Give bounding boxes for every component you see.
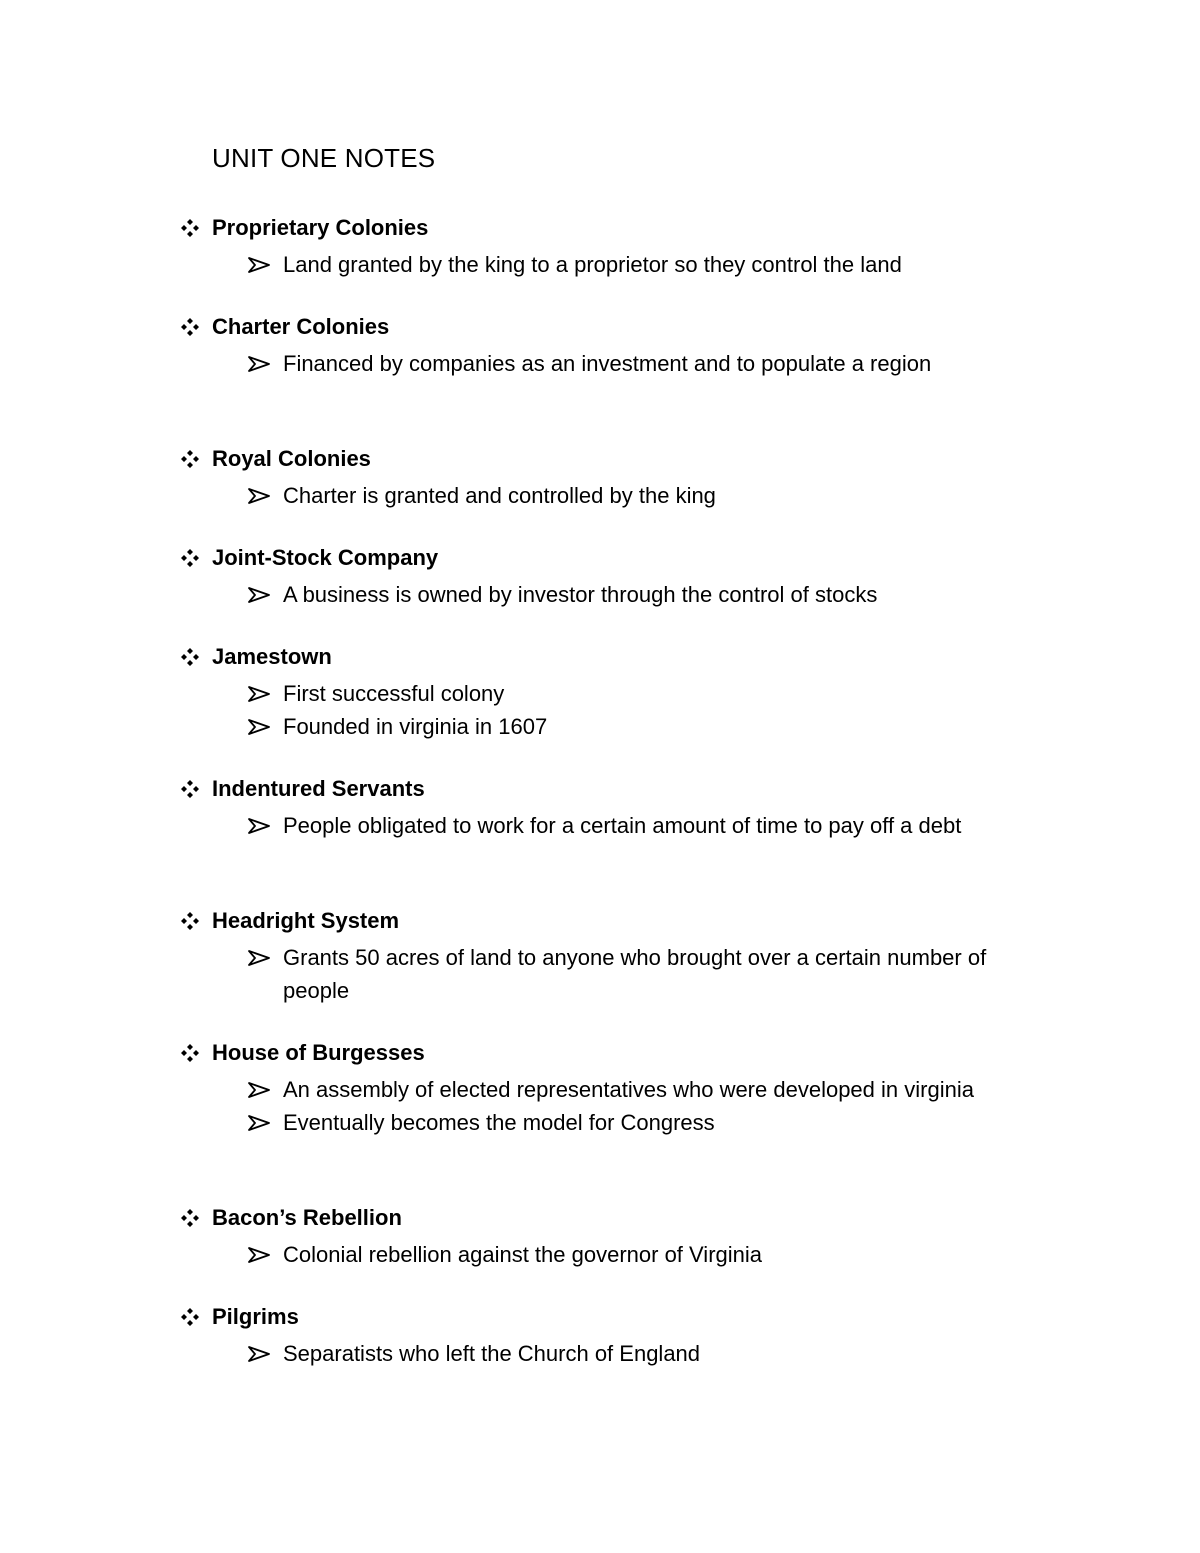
- term-heading: [180, 1040, 1060, 1073]
- arrowhead-bullet-icon: [248, 1115, 270, 1131]
- term-name: Royal Colonies: [212, 446, 371, 471]
- term-item: [180, 776, 1060, 842]
- definition-text: Colonial rebellion against the governor of Virginia: [283, 1242, 763, 1267]
- term-item: [180, 215, 1060, 281]
- four-diamond-bullet-icon: [180, 548, 200, 568]
- definition-item: [180, 677, 1060, 710]
- four-diamond-bullet-icon: [180, 1307, 200, 1327]
- four-diamond-bullet-icon: [180, 911, 200, 931]
- term-name: Bacon’s Rebellion: [212, 1205, 402, 1230]
- four-diamond-bullet-icon: [180, 647, 200, 667]
- definition-text: A business is owned by investor through the control of stocks: [283, 582, 878, 607]
- arrowhead-bullet-icon: [248, 257, 270, 273]
- arrowhead-bullet-icon: [248, 1082, 270, 1098]
- four-diamond-bullet-icon: [180, 218, 200, 238]
- term-name: Indentured Servants: [212, 776, 425, 801]
- term-item: [180, 314, 1060, 380]
- arrowhead-bullet-icon: [248, 587, 270, 603]
- definition-item: [180, 710, 1060, 743]
- four-diamond-bullet-icon: [180, 449, 200, 469]
- definition-text: Land granted by the king to a proprietor so they control the land: [283, 252, 902, 277]
- four-diamond-bullet-icon: [180, 1043, 200, 1063]
- definition-text: Separatists who left the Church of England: [283, 1341, 701, 1366]
- definition-item: [180, 1337, 1060, 1370]
- term-heading: [180, 215, 1060, 248]
- definition-text: Grants 50 acres of land to anyone who brought over a certain number of people: [283, 945, 987, 1003]
- four-diamond-bullet-icon: [180, 1208, 200, 1228]
- arrowhead-bullet-icon: [248, 818, 270, 834]
- term-name: Joint-Stock Company: [212, 545, 439, 570]
- definition-item: [180, 1073, 1060, 1106]
- definition-item: [180, 578, 1060, 611]
- arrowhead-bullet-icon: [248, 686, 270, 702]
- definition-item: [180, 347, 1060, 380]
- term-item: [180, 1040, 1060, 1139]
- arrowhead-bullet-icon: [248, 1346, 270, 1362]
- term-item: [180, 908, 1060, 1007]
- term-heading: [180, 1304, 1060, 1337]
- four-diamond-bullet-icon: [180, 317, 200, 337]
- term-item: [180, 545, 1060, 611]
- arrowhead-bullet-icon: [248, 488, 270, 504]
- term-name: Headright System: [212, 908, 400, 933]
- definition-text: Financed by companies as an investment and to populate a region: [283, 351, 932, 376]
- four-diamond-bullet-icon: [180, 779, 200, 799]
- term-name: Proprietary Colonies: [212, 215, 429, 240]
- term-item: [180, 644, 1060, 743]
- term-item: [180, 446, 1060, 512]
- term-heading: [180, 314, 1060, 347]
- term-name: House of Burgesses: [212, 1040, 425, 1065]
- definition-text: An assembly of elected representatives who were developed in virginia: [283, 1077, 974, 1102]
- definition-text: People obligated to work for a certain amount of time to pay off a debt: [283, 813, 962, 838]
- definition-text: Eventually becomes the model for Congress: [283, 1110, 715, 1135]
- page-title: UNIT ONE NOTES: [212, 143, 436, 173]
- term-item: [180, 1205, 1060, 1271]
- arrowhead-bullet-icon: [248, 950, 270, 966]
- term-heading: [180, 545, 1060, 578]
- term-heading: [180, 446, 1060, 479]
- definition-text: Founded in virginia in 1607: [283, 714, 548, 739]
- term-name: Charter Colonies: [212, 314, 390, 339]
- term-item: [180, 1304, 1060, 1370]
- term-heading: [180, 644, 1060, 677]
- arrowhead-bullet-icon: [248, 356, 270, 372]
- definition-text: Charter is granted and controlled by the king: [283, 483, 716, 508]
- term-name: Pilgrims: [212, 1304, 299, 1329]
- term-heading: [180, 776, 1060, 809]
- definition-item: [180, 941, 1060, 1007]
- arrowhead-bullet-icon: [248, 1247, 270, 1263]
- definition-item: [180, 479, 1060, 512]
- term-heading: [180, 908, 1060, 941]
- definition-item: [180, 1106, 1060, 1139]
- definition-item: [180, 1238, 1060, 1271]
- definition-item: [180, 248, 1060, 281]
- definition-item: [180, 809, 1060, 842]
- term-heading: [180, 1205, 1060, 1238]
- definition-text: First successful colony: [283, 681, 505, 706]
- arrowhead-bullet-icon: [248, 719, 270, 735]
- term-name: Jamestown: [212, 644, 332, 669]
